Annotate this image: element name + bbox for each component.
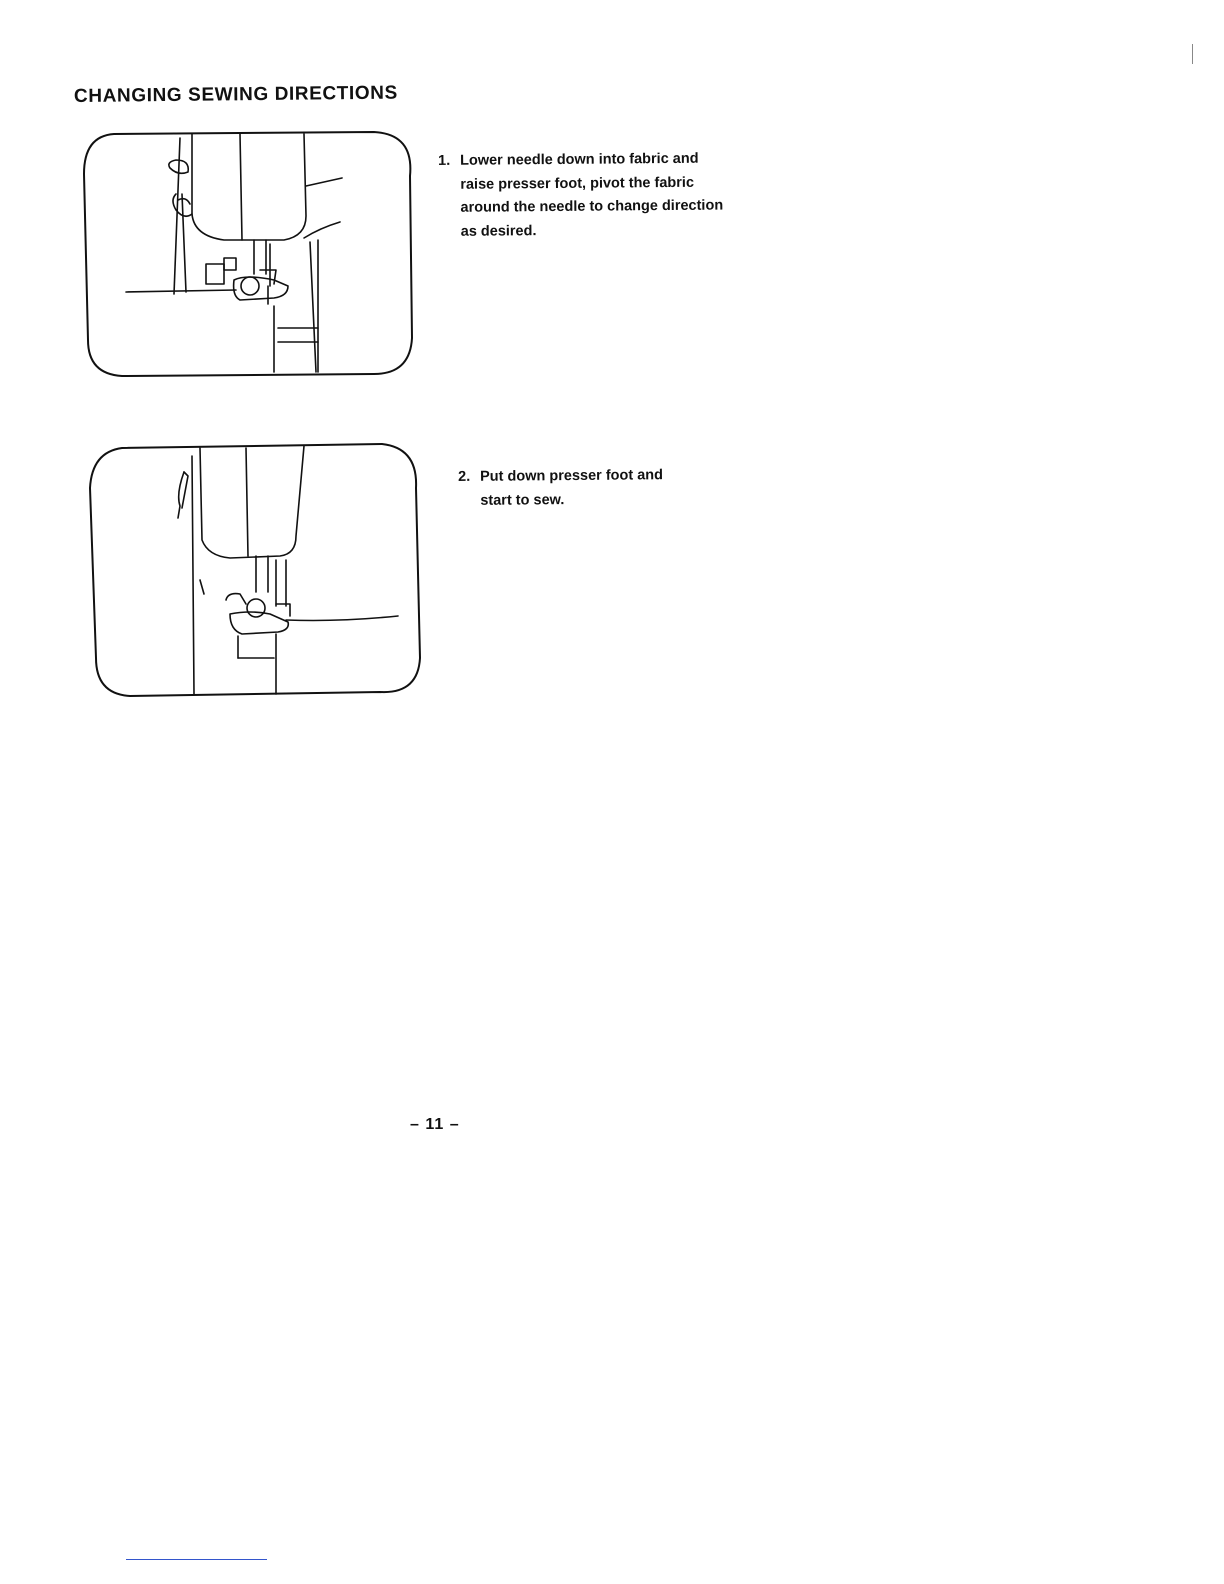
step-2-line-2: start to sew. <box>480 491 565 509</box>
step-1-line-3: around the needle to change direction <box>460 197 724 216</box>
step-1-text <box>438 147 789 244</box>
step-2-line-1: 2. Put down presser foot and <box>458 463 758 489</box>
step-1-line-2: raise presser foot, pivot the fabric <box>460 174 695 193</box>
scan-edge-mark <box>1192 44 1193 64</box>
step-1-line-4: as desired. <box>460 222 537 240</box>
step-1-number: 1. <box>438 152 451 169</box>
step-1-line-1: 1. Lower needle down into fabric and <box>438 147 788 174</box>
page-title: CHANGING SEWING DIRECTIONS <box>73 82 398 107</box>
bottom-rule <box>126 1559 267 1560</box>
page-number: – 11 – <box>410 1116 460 1133</box>
step-2-number: 2. <box>458 468 471 485</box>
step-2-text <box>458 463 758 513</box>
figure-put-down-presser-foot <box>80 436 426 700</box>
figure-lower-needle-pivot <box>74 124 420 380</box>
